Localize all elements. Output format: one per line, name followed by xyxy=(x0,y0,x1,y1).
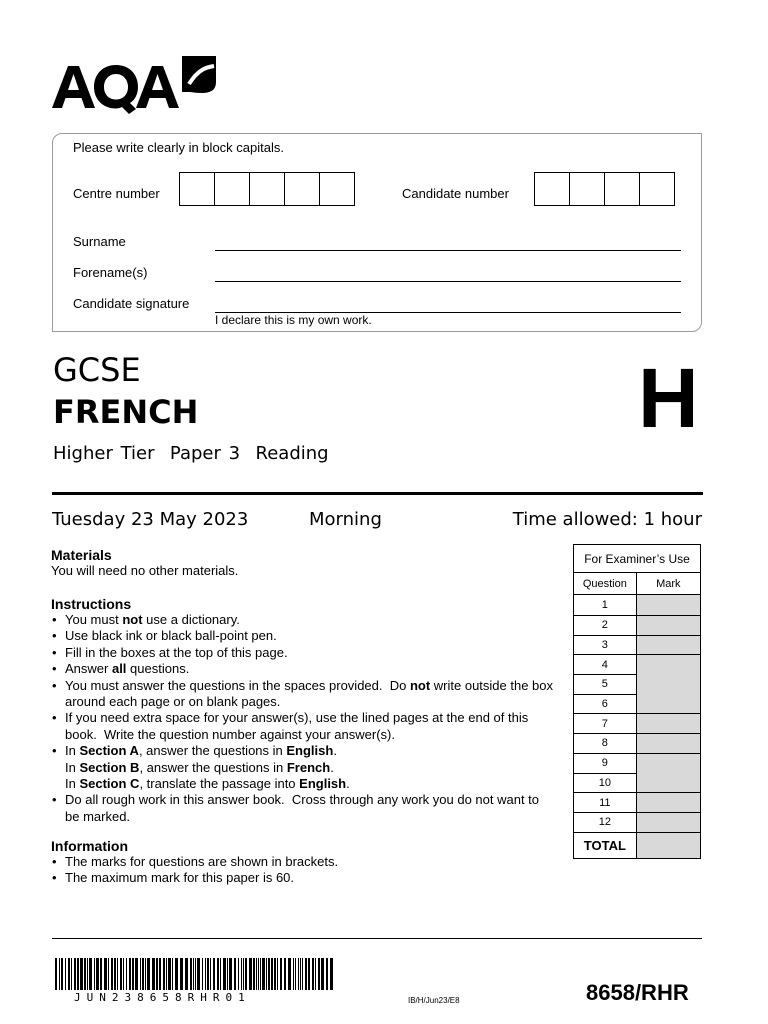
instruction-item: • Fill in the boxes at the top of this page. xyxy=(51,645,556,661)
tier-paper-line: Higher Tier Paper 3 Reading xyxy=(53,443,329,464)
instruction-item: • You must not use a dictionary. xyxy=(51,612,556,628)
aqa-logo-graphic xyxy=(52,54,222,114)
mark-cell[interactable] xyxy=(636,812,700,832)
barcode-graphic xyxy=(55,958,335,990)
section-b-instruction: In Section B, answer the questions in French. xyxy=(65,759,334,775)
section-c-instruction: In Section C, translate the passage into English. xyxy=(65,776,350,792)
header-divider xyxy=(52,492,703,495)
question-number: 12 xyxy=(574,812,637,832)
question-number: 8 xyxy=(574,734,637,754)
question-number: 1 xyxy=(574,595,637,616)
question-number: 9 xyxy=(574,753,637,773)
mark-cell[interactable] xyxy=(636,655,700,714)
centre-digit-box[interactable] xyxy=(319,172,355,206)
barcode-text: JUN238658RHR01 xyxy=(74,991,251,1004)
centre-digit-box[interactable] xyxy=(179,172,215,206)
materials-text: You will need no other materials. xyxy=(51,563,239,578)
candidate-digit-box[interactable] xyxy=(604,172,640,206)
instruction-item: • If you need extra space for your answer(s), use the lined pages at the end of this book. Write the question number against your answer(s). xyxy=(51,710,556,743)
footer-divider xyxy=(52,938,702,939)
mark-column-header: Mark xyxy=(636,573,700,595)
instruction-item: • Use black ink or black ball-point pen. xyxy=(51,628,556,644)
mark-cell[interactable] xyxy=(636,714,700,734)
total-mark-cell[interactable] xyxy=(636,832,700,858)
time-allowed: Time allowed: 1 hour xyxy=(512,509,702,530)
information-heading: Information xyxy=(51,838,128,854)
candidate-details-box xyxy=(52,133,702,332)
information-section xyxy=(51,838,551,887)
centre-digit-box[interactable] xyxy=(214,172,250,206)
candidate-number-boxes[interactable] xyxy=(534,172,675,206)
forename-label: Forename(s) xyxy=(73,265,148,280)
question-number: 3 xyxy=(574,635,637,655)
exam-session: Morning xyxy=(309,509,382,530)
information-item: • The maximum mark for this paper is 60. xyxy=(51,870,551,886)
materials-heading: Materials xyxy=(51,547,112,563)
paper-code: 8658/RHR xyxy=(586,980,689,1005)
mark-cell[interactable] xyxy=(636,753,700,792)
declaration-text: I declare this is my own work. xyxy=(215,313,372,327)
centre-number-label: Centre number xyxy=(73,186,160,201)
question-number: 2 xyxy=(574,616,637,636)
question-number: 5 xyxy=(574,675,637,695)
mark-cell[interactable] xyxy=(636,635,700,655)
mark-cell[interactable] xyxy=(636,793,700,813)
centre-number-boxes[interactable] xyxy=(179,172,355,206)
question-column-header: Question xyxy=(574,573,637,595)
section-a-instruction: • In Section A, answer the questions in English. xyxy=(65,743,337,759)
aqa-logo xyxy=(52,54,222,114)
centre-digit-box[interactable] xyxy=(284,172,320,206)
block-capitals-instruction: Please write clearly in block capitals. xyxy=(73,140,284,155)
question-number: 6 xyxy=(574,694,637,714)
question-number: 11 xyxy=(574,793,637,813)
tier-letter: H xyxy=(638,351,699,445)
instructions-heading: Instructions xyxy=(51,596,132,612)
mark-cell[interactable] xyxy=(636,616,700,636)
examiner-use-table xyxy=(573,544,701,859)
instruction-item xyxy=(51,743,556,792)
mark-cell[interactable] xyxy=(636,734,700,754)
mark-cell[interactable] xyxy=(636,595,700,616)
instruction-item: • You must answer the questions in the spaces provided. Do not write outside the box around each page or on blank pages. xyxy=(51,678,556,711)
instruction-item: • Do all rough work in this answer book. Cross through any work you do not want to be marked. xyxy=(51,792,556,825)
information-item: • The marks for questions are shown in brackets. xyxy=(51,854,551,870)
question-number: 4 xyxy=(574,655,637,675)
exam-date: Tuesday 23 May 2023 xyxy=(52,509,249,530)
forename-field[interactable] xyxy=(215,281,681,282)
examiner-table-title: For Examiner’s Use xyxy=(574,545,701,573)
question-number: 7 xyxy=(574,714,637,734)
candidate-number-label: Candidate number xyxy=(402,186,509,201)
instruction-item: • Answer all questions. xyxy=(51,661,556,677)
candidate-digit-box[interactable] xyxy=(639,172,675,206)
surname-field[interactable] xyxy=(215,250,681,251)
candidate-digit-box[interactable] xyxy=(569,172,605,206)
instructions-section xyxy=(51,596,556,825)
subject-title: FRENCH xyxy=(53,393,199,431)
total-label: TOTAL xyxy=(574,832,637,858)
reference-code: IB/H/Jun23/E8 xyxy=(408,996,460,1005)
instructions-list xyxy=(51,612,556,825)
materials-section xyxy=(51,547,551,579)
candidate-digit-box[interactable] xyxy=(534,172,570,206)
surname-label: Surname xyxy=(73,234,126,249)
information-list xyxy=(51,854,551,887)
centre-digit-box[interactable] xyxy=(249,172,285,206)
question-number: 10 xyxy=(574,773,637,793)
qualification-title: GCSE xyxy=(53,351,141,389)
signature-label: Candidate signature xyxy=(73,296,190,311)
